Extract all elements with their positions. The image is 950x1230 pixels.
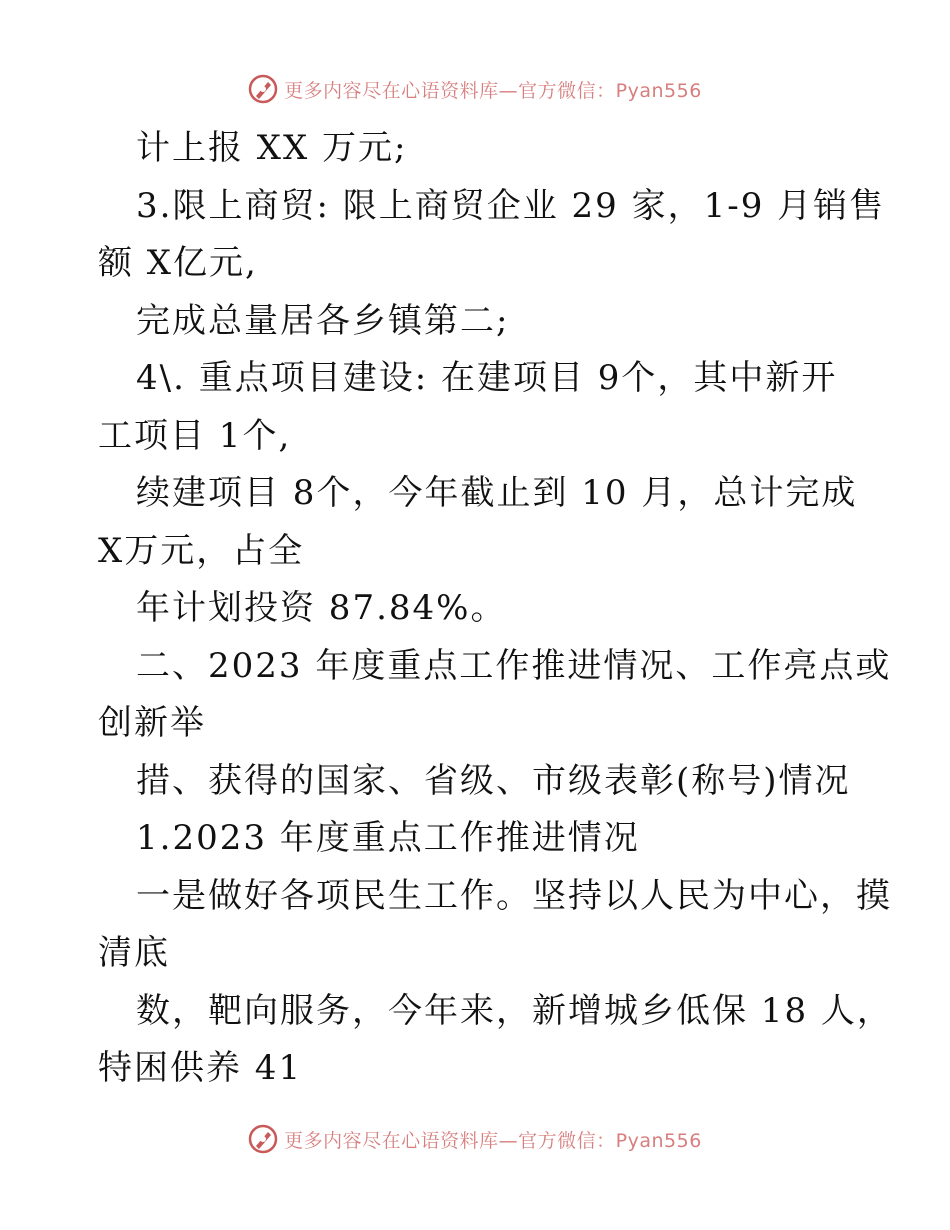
text-line: 完成总量居各乡镇第二; [136,300,510,341]
text-line: 4\. 重点项目建设: 在建项目 9个，其中新开 [136,358,838,398]
watermark-text: 更多内容尽在心语资料库—官方微信：Pyan556 [284,1129,702,1152]
watermark-text: 更多内容尽在心语资料库—官方微信：Pyan556 [284,79,702,102]
document-body [98,120,893,1098]
text-line: 数，靶向服务，今年来，新增城乡低保 18 人， [136,990,893,1031]
text-line: 1.2023 年度重点工作推进情况 [136,818,640,858]
text-line: 二、2023 年度重点工作推进情况、工作亮点或 [136,645,892,686]
pen-logo-icon [248,1124,278,1154]
header-watermark [0,74,950,104]
text-line: 计上报 XX 万元; [136,128,408,168]
footer-watermark [0,1124,950,1154]
text-line: 3.限上商贸: 限上商贸企业 29 家，1-9 月销售 [136,185,886,226]
pen-logo-icon [248,74,278,104]
text-line: 工项目 1个, [98,415,292,456]
text-line: 措、获得的国家、省级、市级表彰(称号)情况 [136,760,851,801]
text-line: X万元，占全 [98,530,305,571]
text-line: 额 X亿元, [98,243,258,283]
text-line: 续建项目 8个，今年截止到 10 月，总计完成 [136,473,858,513]
text-line: 清底 [98,933,170,973]
text-line: 年计划投资 87.84%。 [136,588,507,628]
text-line: 一是做好各项民生工作。坚持以人民为中心，摸 [136,875,892,916]
text-line: 创新举 [98,703,206,743]
text-line: 特困供养 41 [98,1048,303,1088]
